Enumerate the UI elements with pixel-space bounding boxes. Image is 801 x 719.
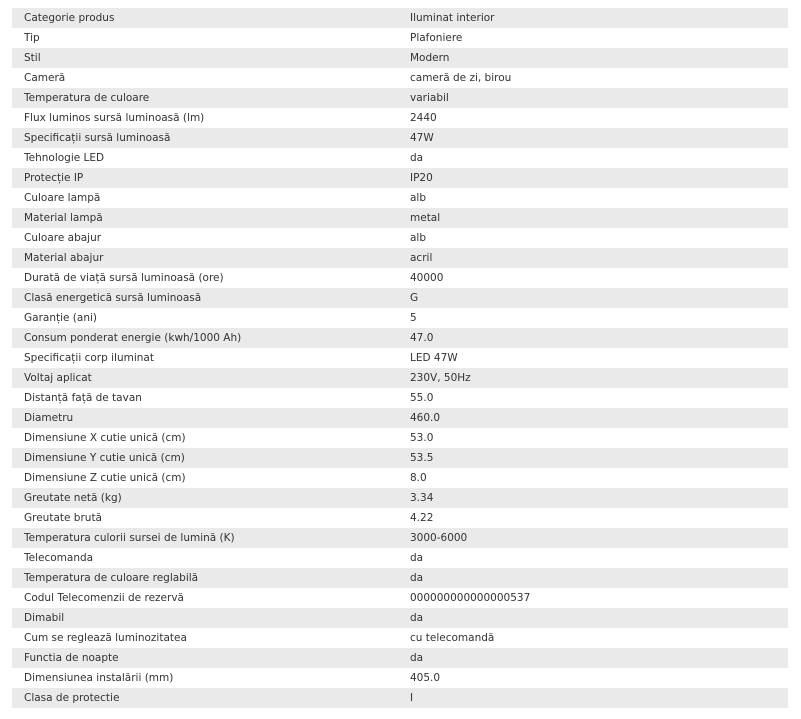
spec-row — [12, 228, 788, 248]
spec-label: Culoare abajur — [12, 228, 398, 248]
spec-label: Temperatura culorii sursei de lumină (K) — [12, 528, 398, 548]
spec-label: Consum ponderat energie (kwh/1000 Ah) — [12, 328, 398, 348]
spec-row — [12, 428, 788, 448]
spec-label: Dimensiune Z cutie unică (cm) — [12, 468, 398, 488]
spec-value: alb — [398, 228, 788, 248]
spec-label: Clasa de protectie — [12, 688, 398, 708]
spec-value: 000000000000000537 — [398, 588, 788, 608]
spec-value: da — [398, 648, 788, 668]
spec-label: Dimensiune Y cutie unică (cm) — [12, 448, 398, 468]
spec-label: Dimabil — [12, 608, 398, 628]
spec-value: 3.34 — [398, 488, 788, 508]
spec-label: Tehnologie LED — [12, 148, 398, 168]
spec-row — [12, 328, 788, 348]
spec-value: 460.0 — [398, 408, 788, 428]
spec-value: 53.0 — [398, 428, 788, 448]
spec-row — [12, 368, 788, 388]
spec-row — [12, 128, 788, 148]
spec-row — [12, 628, 788, 648]
spec-row — [12, 28, 788, 48]
spec-label: Tip — [12, 28, 398, 48]
spec-row — [12, 668, 788, 688]
spec-value: Modern — [398, 48, 788, 68]
product-specifications-table — [12, 8, 788, 708]
spec-label: Temperatura de culoare — [12, 88, 398, 108]
spec-row — [12, 248, 788, 268]
spec-row — [12, 168, 788, 188]
spec-value: alb — [398, 188, 788, 208]
spec-value: Iluminat interior — [398, 8, 788, 28]
spec-row — [12, 208, 788, 228]
spec-value: 2440 — [398, 108, 788, 128]
spec-label: Garanție (ani) — [12, 308, 398, 328]
spec-value: 5 — [398, 308, 788, 328]
spec-value: da — [398, 548, 788, 568]
spec-value: da — [398, 568, 788, 588]
spec-label: Durată de viață sursă luminoasă (ore) — [12, 268, 398, 288]
spec-value: IP20 — [398, 168, 788, 188]
spec-label: Telecomanda — [12, 548, 398, 568]
spec-value: Plafoniere — [398, 28, 788, 48]
spec-row — [12, 348, 788, 368]
spec-label: Greutate netă (kg) — [12, 488, 398, 508]
spec-value: LED 47W — [398, 348, 788, 368]
spec-label: Stil — [12, 48, 398, 68]
spec-row — [12, 88, 788, 108]
spec-label: Protecție IP — [12, 168, 398, 188]
spec-label: Codul Telecomenzii de rezervă — [12, 588, 398, 608]
spec-label: Clasă energetică sursă luminoasă — [12, 288, 398, 308]
spec-row — [12, 508, 788, 528]
spec-label: Material lampă — [12, 208, 398, 228]
spec-value: G — [398, 288, 788, 308]
spec-row — [12, 468, 788, 488]
spec-row — [12, 68, 788, 88]
spec-row — [12, 388, 788, 408]
spec-row — [12, 528, 788, 548]
spec-row — [12, 148, 788, 168]
spec-row — [12, 688, 788, 708]
spec-label: Flux luminos sursă luminoasă (lm) — [12, 108, 398, 128]
spec-label: Material abajur — [12, 248, 398, 268]
spec-label: Greutate brută — [12, 508, 398, 528]
spec-value: 55.0 — [398, 388, 788, 408]
spec-row — [12, 268, 788, 288]
spec-label: Cum se reglează luminozitatea — [12, 628, 398, 648]
spec-value: da — [398, 148, 788, 168]
spec-row — [12, 188, 788, 208]
spec-row — [12, 588, 788, 608]
spec-value: 230V, 50Hz — [398, 368, 788, 388]
spec-value: 3000-6000 — [398, 528, 788, 548]
spec-value: da — [398, 608, 788, 628]
spec-row — [12, 108, 788, 128]
spec-label: Voltaj aplicat — [12, 368, 398, 388]
spec-row — [12, 48, 788, 68]
spec-label: Functia de noapte — [12, 648, 398, 668]
spec-value: 47.0 — [398, 328, 788, 348]
spec-label: Distanță față de tavan — [12, 388, 398, 408]
spec-label: Dimensiune X cutie unică (cm) — [12, 428, 398, 448]
spec-row — [12, 288, 788, 308]
spec-row — [12, 448, 788, 468]
spec-value: 4.22 — [398, 508, 788, 528]
spec-label: Categorie produs — [12, 8, 398, 28]
spec-value: cameră de zi, birou — [398, 68, 788, 88]
spec-row — [12, 608, 788, 628]
spec-value: acril — [398, 248, 788, 268]
spec-label: Diametru — [12, 408, 398, 428]
spec-value: 40000 — [398, 268, 788, 288]
spec-value: I — [398, 688, 788, 708]
spec-value: 405.0 — [398, 668, 788, 688]
spec-row — [12, 548, 788, 568]
spec-row — [12, 308, 788, 328]
spec-label: Temperatura de culoare reglabilă — [12, 568, 398, 588]
spec-label: Specificații corp iluminat — [12, 348, 398, 368]
spec-value: metal — [398, 208, 788, 228]
spec-label: Culoare lampă — [12, 188, 398, 208]
spec-row — [12, 408, 788, 428]
spec-row — [12, 8, 788, 28]
spec-row — [12, 488, 788, 508]
spec-value: variabil — [398, 88, 788, 108]
spec-label: Cameră — [12, 68, 398, 88]
spec-row — [12, 648, 788, 668]
spec-table-body — [12, 8, 788, 708]
spec-label: Specificații sursă luminoasă — [12, 128, 398, 148]
spec-value: 8.0 — [398, 468, 788, 488]
spec-value: 53.5 — [398, 448, 788, 468]
spec-row — [12, 568, 788, 588]
spec-label: Dimensiunea instalării (mm) — [12, 668, 398, 688]
spec-value: 47W — [398, 128, 788, 148]
spec-value: cu telecomandă — [398, 628, 788, 648]
